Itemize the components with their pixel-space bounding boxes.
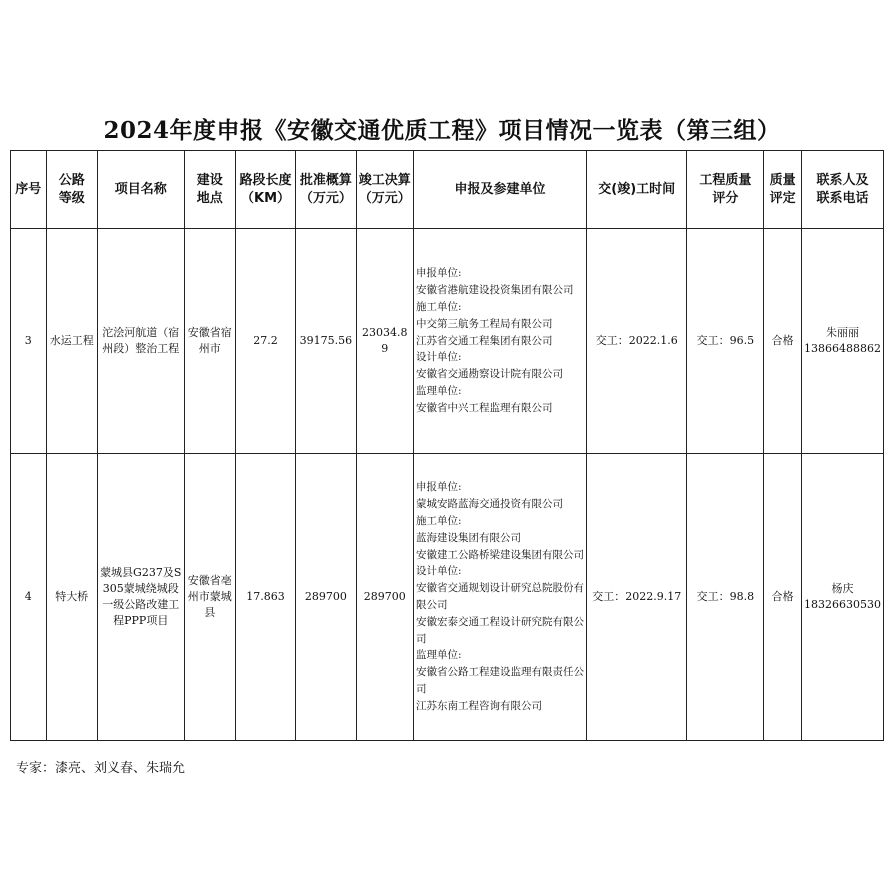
unit-line: 中交第三航务工程局有限公司 xyxy=(415,317,553,330)
unit-line: 司 xyxy=(415,632,427,645)
unit-line: 江苏省交通工程集团有限公司 xyxy=(415,334,553,347)
unit-line: 蓝海建设集团有限公司 xyxy=(415,531,521,544)
final-accounts: 23034.89 xyxy=(356,229,413,454)
location: 安徽省亳州市蒙城县 xyxy=(184,454,235,741)
header-cell: 项目名称 xyxy=(97,151,184,229)
header-cell: 申报及参建单位 xyxy=(413,151,586,229)
unit-line: 安徽宏泰交通工程设计研究院有限公 xyxy=(415,615,584,628)
quality-score: 交工：96.5 xyxy=(687,229,764,454)
section-length: 27.2 xyxy=(235,229,295,454)
unit-line: 安徽省交通勘察设计院有限公司 xyxy=(415,368,563,381)
header-cell: 联系人及 联系电话 xyxy=(801,151,883,229)
row-number: 3 xyxy=(11,229,47,454)
unit-line: 施工单位: xyxy=(415,301,462,313)
contact xyxy=(801,454,883,741)
approved-budget: 289700 xyxy=(296,454,356,741)
section-length: 17.863 xyxy=(235,454,295,741)
unit-line: 安徽省交通规划设计研究总院股份有 xyxy=(415,582,584,595)
unit-line: 施工单位: xyxy=(415,515,462,528)
unit-line: 蒙城安路蓝海交通投资有限公司 xyxy=(415,498,563,511)
unit-line: 安徽省公路工程建设监理有限责任公 xyxy=(415,666,584,679)
unit-line: 安徽省中兴工程监理有限公司 xyxy=(415,401,553,414)
contact-name: 朱丽丽 xyxy=(825,326,859,340)
header-cell: 质量 评定 xyxy=(764,151,802,229)
row-number: 4 xyxy=(11,454,47,741)
quality-score: 交工：98.8 xyxy=(687,454,764,741)
header-cell: 批准概算 （万元） xyxy=(296,151,356,229)
unit-line: 安徽省港航建设投资集团有限公司 xyxy=(415,284,574,297)
project-name: 蒙城县G237及S305蒙城绕城段一级公路改建工程PPP项目 xyxy=(97,454,184,741)
unit-line: 监理单位: xyxy=(415,649,462,662)
expert-list: 专家：漆亮、刘义春、朱瑞允 xyxy=(16,761,186,776)
unit-line: 申报单位: xyxy=(415,481,462,494)
participating-units xyxy=(413,229,586,454)
header-cell: 交(竣)工时间 xyxy=(586,151,686,229)
final-accounts: 289700 xyxy=(356,454,413,741)
unit-line: 监理单位: xyxy=(415,384,462,397)
unit-line: 设计单位: xyxy=(415,351,462,364)
header-cell: 公路 等级 xyxy=(46,151,97,229)
participating-units xyxy=(413,454,586,741)
contact-name: 杨庆 xyxy=(831,582,854,596)
unit-line: 限公司 xyxy=(415,599,448,611)
unit-line: 申报单位: xyxy=(415,267,462,280)
location: 安徽省宿州市 xyxy=(184,229,235,454)
header-cell: 竣工决算 （万元） xyxy=(356,151,413,229)
unit-line: 安徽建工公路桥梁建设集团有限公司 xyxy=(415,548,584,561)
header-cell: 序号 xyxy=(11,151,47,229)
page-title: 2024年度申报《安徽交通优质工程》项目情况一览表（第三组） xyxy=(103,117,781,144)
project-table xyxy=(10,150,884,741)
road-grade: 特大桥 xyxy=(46,454,97,741)
unit-line: 江苏东南工程咨询有限公司 xyxy=(415,699,542,712)
road-grade: 水运工程 xyxy=(46,229,97,454)
table-row xyxy=(11,454,884,741)
unit-line: 司 xyxy=(415,682,427,695)
quality-rating: 合格 xyxy=(764,229,802,454)
approved-budget: 39175.56 xyxy=(296,229,356,454)
table-row xyxy=(11,229,884,454)
completion-date: 交工：2022.1.6 xyxy=(586,229,686,454)
unit-line: 设计单位: xyxy=(415,565,462,578)
quality-rating: 合格 xyxy=(764,454,802,741)
project-name: 沱浍河航道（宿州段）整治工程 xyxy=(97,229,184,454)
completion-date: 交工：2022.9.17 xyxy=(586,454,686,741)
header-cell: 建设 地点 xyxy=(184,151,235,229)
header-cell: 工程质量 评分 xyxy=(687,151,764,229)
contact-phone: 13866488862 xyxy=(803,342,881,355)
header-cell: 路段长度 （KM） xyxy=(235,151,295,229)
contact xyxy=(801,229,883,454)
header-row xyxy=(11,151,884,229)
contact-phone: 18326630530 xyxy=(803,598,881,611)
